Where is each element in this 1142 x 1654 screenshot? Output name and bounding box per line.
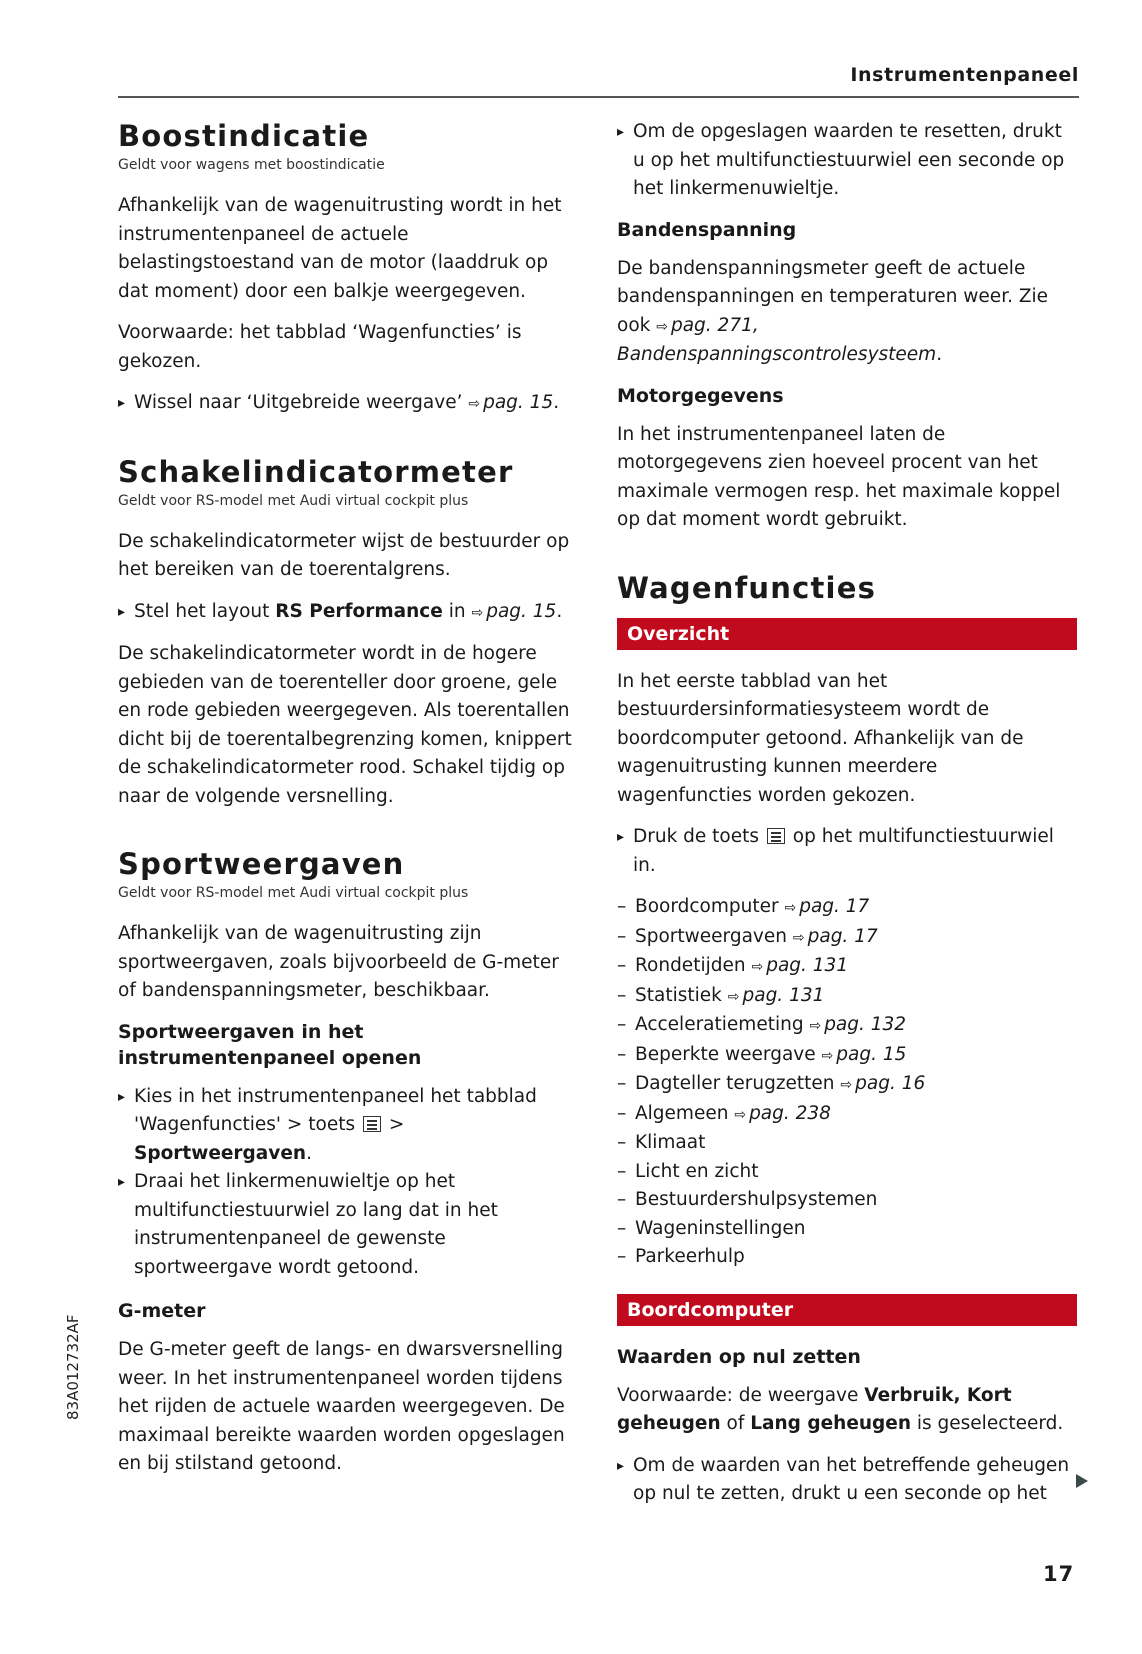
arrow-ref-icon: ⇨ [784,900,797,916]
page-link[interactable]: ⇨ pag. 17 [784,896,870,917]
vehicle-function-item: – Wageninstellingen [617,1215,1077,1244]
applies-to-sport: Geldt voor RS-model met Audi virtual cockpit plus [118,885,469,901]
vehicle-function-item: – Beperkte weergave ⇨ pag. 15 [617,1041,1077,1071]
vehicle-function-item: – Sportweergaven ⇨ pag. 17 [617,923,1077,953]
vehicle-functions-step: ▸ Druk de toets op het multifunctiestuurwiel in. [617,823,1077,880]
shift-paragraph: De schakelindicatormeter wijst de bestuurder op het bereiken van de toerentalgrens. [118,530,570,580]
page-link[interactable]: ⇨ pag. 15 [468,392,554,413]
document-id: 83A012732AF [64,1314,82,1420]
arrow-ref-icon: ⇨ [809,1018,822,1034]
page-link[interactable]: ⇨ pag. 131 [727,984,825,1006]
vehicle-function-item: – Boordcomputer ⇨ pag. 17 [617,893,1077,923]
menu-key-icon [363,1116,381,1132]
boost-condition: Voorwaarde: het tabblad ‘Wagenfuncties’ is gekozen. [118,322,522,372]
shift-step: ▸ Stel het layout RS Performance in ⇨ pag. 15. [118,598,580,628]
sport-step-1: ▸ Kies in het instrumentenpaneel het tabblad 'Wagenfuncties' > toets > Sportweergaven. [118,1083,580,1169]
reset-step: ▸ Om de opgeslagen waarden te resetten, drukt u op het multifunctiestuurwiel een seconde op het linkermenuwieltje. [617,118,1077,204]
trip-condition: Voorwaarde: de weergave Verbruik, Kort geheugen of Lang geheugen is geselecteerd. [617,1384,1064,1434]
arrow-ref-icon: ⇨ [751,959,764,975]
applies-to-shift: Geldt voor RS-model met Audi virtual cockpit plus [118,492,469,509]
arrow-ref-icon: ⇨ [840,1077,853,1093]
page-link[interactable]: ⇨ pag. 17 [792,925,878,947]
vehicle-function-item: – Parkeerhulp [617,1243,1077,1272]
arrow-ref-icon: ⇨ [727,988,740,1005]
arrow-ref-icon: ⇨ [792,929,805,946]
header-rule [118,96,1079,98]
vehicle-function-item: – Klimaat [617,1129,1077,1158]
section-title-vehicle-functions: Wagenfuncties [617,570,877,605]
vehicle-function-item: – Algemeen ⇨ pag. 238 [617,1100,1077,1130]
vehicle-function-item: – Statistiek ⇨ pag. 131 [617,982,1077,1012]
page-link[interactable]: ⇨ pag. 16 [840,1073,926,1094]
left-column [118,118,580,1492]
boost-paragraph: Afhankelijk van de wagenuitrusting wordt in het instrumentenpaneel de actuele belastingstoestand van de motor (laaddruk op dat moment) door een balkje weergegeven. [118,195,562,302]
page-number: 17 [1043,1562,1075,1586]
chapter-title: Instrumentenpaneel [850,64,1079,86]
arrow-ref-icon: ⇨ [734,1106,747,1123]
arrow-ref-icon: ⇨ [821,1047,834,1064]
trip-reset-step: ▸ Om de waarden van het betreffende geheugen op nul te zetten, drukt u een seconde op het [617,1452,1077,1509]
section-title-boost: Boostindicatie [118,119,370,153]
section-title-shift: Schakelindicatormeter [118,454,514,489]
vehicle-function-item: – Rondetijden ⇨ pag. 131 [617,952,1077,982]
vehicle-function-item: – Bestuurdershulpsystemen [617,1186,1077,1215]
overview-bar: Overzicht [617,618,1077,650]
gmeter-paragraph: De G-meter geeft de langs- en dwarsversnelling weer. In het instrumentenpaneel worden tijdens het rijden de actuele waarden weergegeven. De maximaal bereikte waarden worden opgeslagen en bij stilstand getoond. [118,1339,565,1474]
vehicle-functions-paragraph: In het eerste tabblad van het bestuurdersinformatiesysteem wordt de boordcomputer getoond. Afhankelijk van de wagenuitrusting kunnen meerdere wagenfuncties worden gekozen. [617,670,1024,806]
engine-heading: Motorgegevens [617,384,784,407]
page-link[interactable]: ⇨ pag. 15 [471,600,557,622]
sport-open-heading: Sportweergaven in het instrumentenpaneel openen [118,1020,422,1069]
page-link[interactable]: ⇨ pag. 132 [809,1014,907,1035]
vehicle-function-item: – Acceleratiemeting ⇨ pag. 132 [617,1011,1077,1041]
tyre-paragraph: De bandenspanningsmeter geeft de actuele bandenspanningen en temperaturen weer. Zie ook ⇨ pag. 271, Bandenspanningscontrolesysteem. [617,257,1049,365]
shift-description: De schakelindicatormeter wordt in de hogere gebieden van de toerenteller door groene, gele en rode gebieden weergegeven. Als toerentallen dicht bij de toerentalbegrenzing komen, knippert de schakelindicatormeter rood. Schakel tijdig op naar de volgende versnelling. [118,643,572,807]
vehicle-function-item: – Dagteller terugzetten ⇨ pag. 16 [617,1070,1077,1100]
right-column [617,118,1077,1522]
reset-values-heading: Waarden op nul zetten [617,1345,861,1368]
page-link[interactable]: ⇨ pag. 238 [734,1102,831,1124]
page-link[interactable]: ⇨ pag. 15 [821,1043,907,1065]
tyre-heading: Bandenspanning [617,218,797,241]
boost-step: ▸ Wissel naar ‘Uitgebreide weergave’ ⇨ pag. 15. [118,389,580,419]
page-link[interactable]: ⇨ pag. 271, Bandenspanningscontrolesysteem [617,314,937,365]
menu-key-icon [767,828,785,844]
sport-step-2: ▸ Draai het linkermenuwieltje op het multifunctiestuurwiel zo lang dat in het instrumentenpaneel de gewenste sportweergave wordt getoond. [118,1168,580,1282]
engine-paragraph: In het instrumentenpaneel laten de motorgegevens zien hoeveel procent van het maximale vermogen resp. het maximale koppel op dat moment wordt gebruikt. [617,423,1061,530]
page-link[interactable]: ⇨ pag. 131 [751,955,849,976]
applies-to-boost: Geldt voor wagens met boostindicatie [118,157,385,173]
arrow-ref-icon: ⇨ [656,318,668,335]
gmeter-heading: G-meter [118,1300,206,1322]
section-title-sport: Sportweergaven [118,847,405,881]
arrow-ref-icon: ⇨ [471,604,484,621]
arrow-ref-icon: ⇨ [468,396,481,412]
vehicle-function-item: – Licht en zicht [617,1158,1077,1187]
continue-arrow-icon [1076,1474,1088,1488]
trip-computer-bar: Boordcomputer [617,1294,1077,1326]
vehicle-functions-list [617,893,1077,1272]
sport-paragraph: Afhankelijk van de wagenuitrusting zijn sportweergaven, zoals bijvoorbeeld de G-meter of bandenspanningsmeter, beschikbaar. [118,923,559,1001]
